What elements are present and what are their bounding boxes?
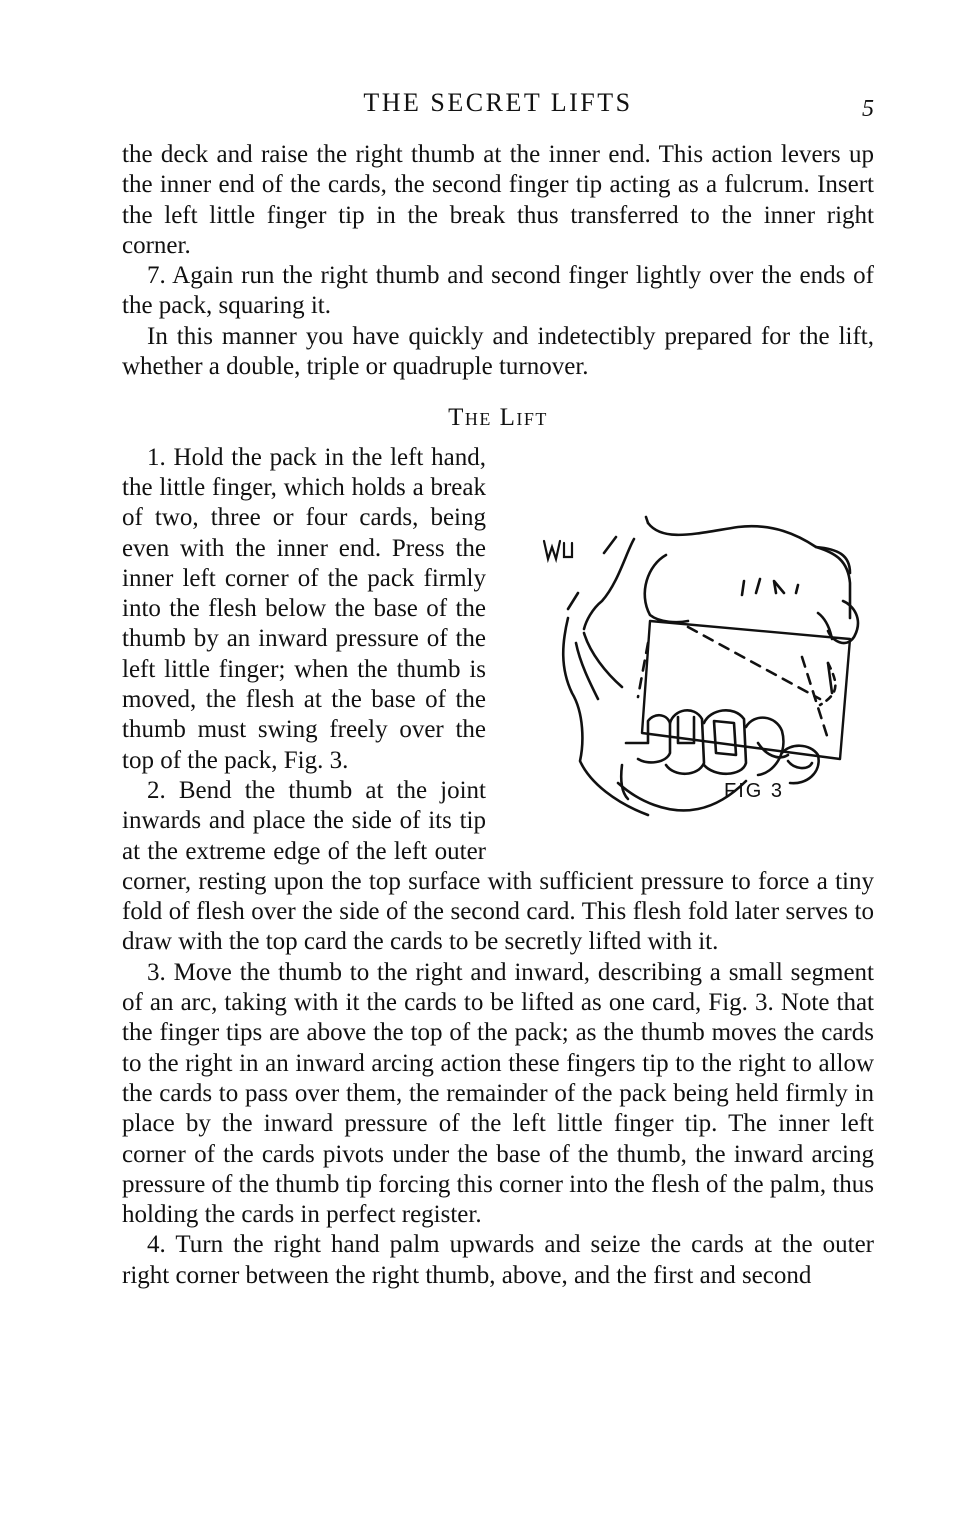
figure-caption: FIG 3 — [724, 779, 785, 802]
hand-holding-cards-illustration — [498, 443, 874, 823]
figure-3 — [498, 443, 874, 838]
page-number: 5 — [862, 96, 874, 122]
paragraph: In this manner you have quickly and indetectibly prepared for the lift, whether a double, triple or quadruple turnover. — [122, 322, 874, 381]
body-text — [122, 140, 874, 1291]
paragraph-step-2: 2. Bend the thumb at the joint inwards and place the side of its tip at the extreme edge of the left outer corner, resting upon the top surface with sufficient pressure to force a tiny fold of flesh over the side of the second card. This flesh fold later serves to draw with the top card the cards to be secretly lifted with it. — [122, 776, 874, 956]
paragraph-step-1: 1. Hold the pack in the left hand, the little finger, which holds a break of two, three or four cards, being even with the inner end. Press the inner left corner of the pack firmly into the flesh below the base of the thumb by an inward pressure of the left little finger; when the thumb is moved, the flesh at the base of the thumb must swing freely over the top of the pack, Fig. 3. — [122, 443, 486, 774]
section-title: The Lift — [448, 404, 548, 432]
paragraph-step-4: 4. Turn the right hand palm upwards and seize the cards at the outer right corner between the right thumb, above, and the first and second — [122, 1231, 874, 1289]
running-title: THE SECRET LIFTS — [363, 88, 633, 117]
paragraph-step-3: 3. Move the thumb to the right and inward, describing a small segment of an arc, taking with it the cards to be lifted as one card, Fig. 3. Note that the finger tips are above the top of the pack; as the thumb moves the cards to the right in an inward arcing action these fingers tip to the right to allow the cards to pass over them, the remainder of the pack being held firmly in place by the inward pressure of the left little finger tip. The inner left corner of the cards pivots under the base of the thumb, the inward arcing pressure of the thumb tip forcing this corner into the flesh of the palm, thus holding the cards in perfect register. — [122, 958, 874, 1229]
paragraph-step-7: 7. Again run the right thumb and second finger lightly over the ends of the pack, squaring it. — [122, 262, 874, 320]
paragraph: the deck and raise the right thumb at the inner end. This action levers up the inner end of the cards, the second finger tip acting as a fulcrum. Insert the left little finger tip in the break thus transferred to the inner right corner. — [122, 141, 874, 259]
